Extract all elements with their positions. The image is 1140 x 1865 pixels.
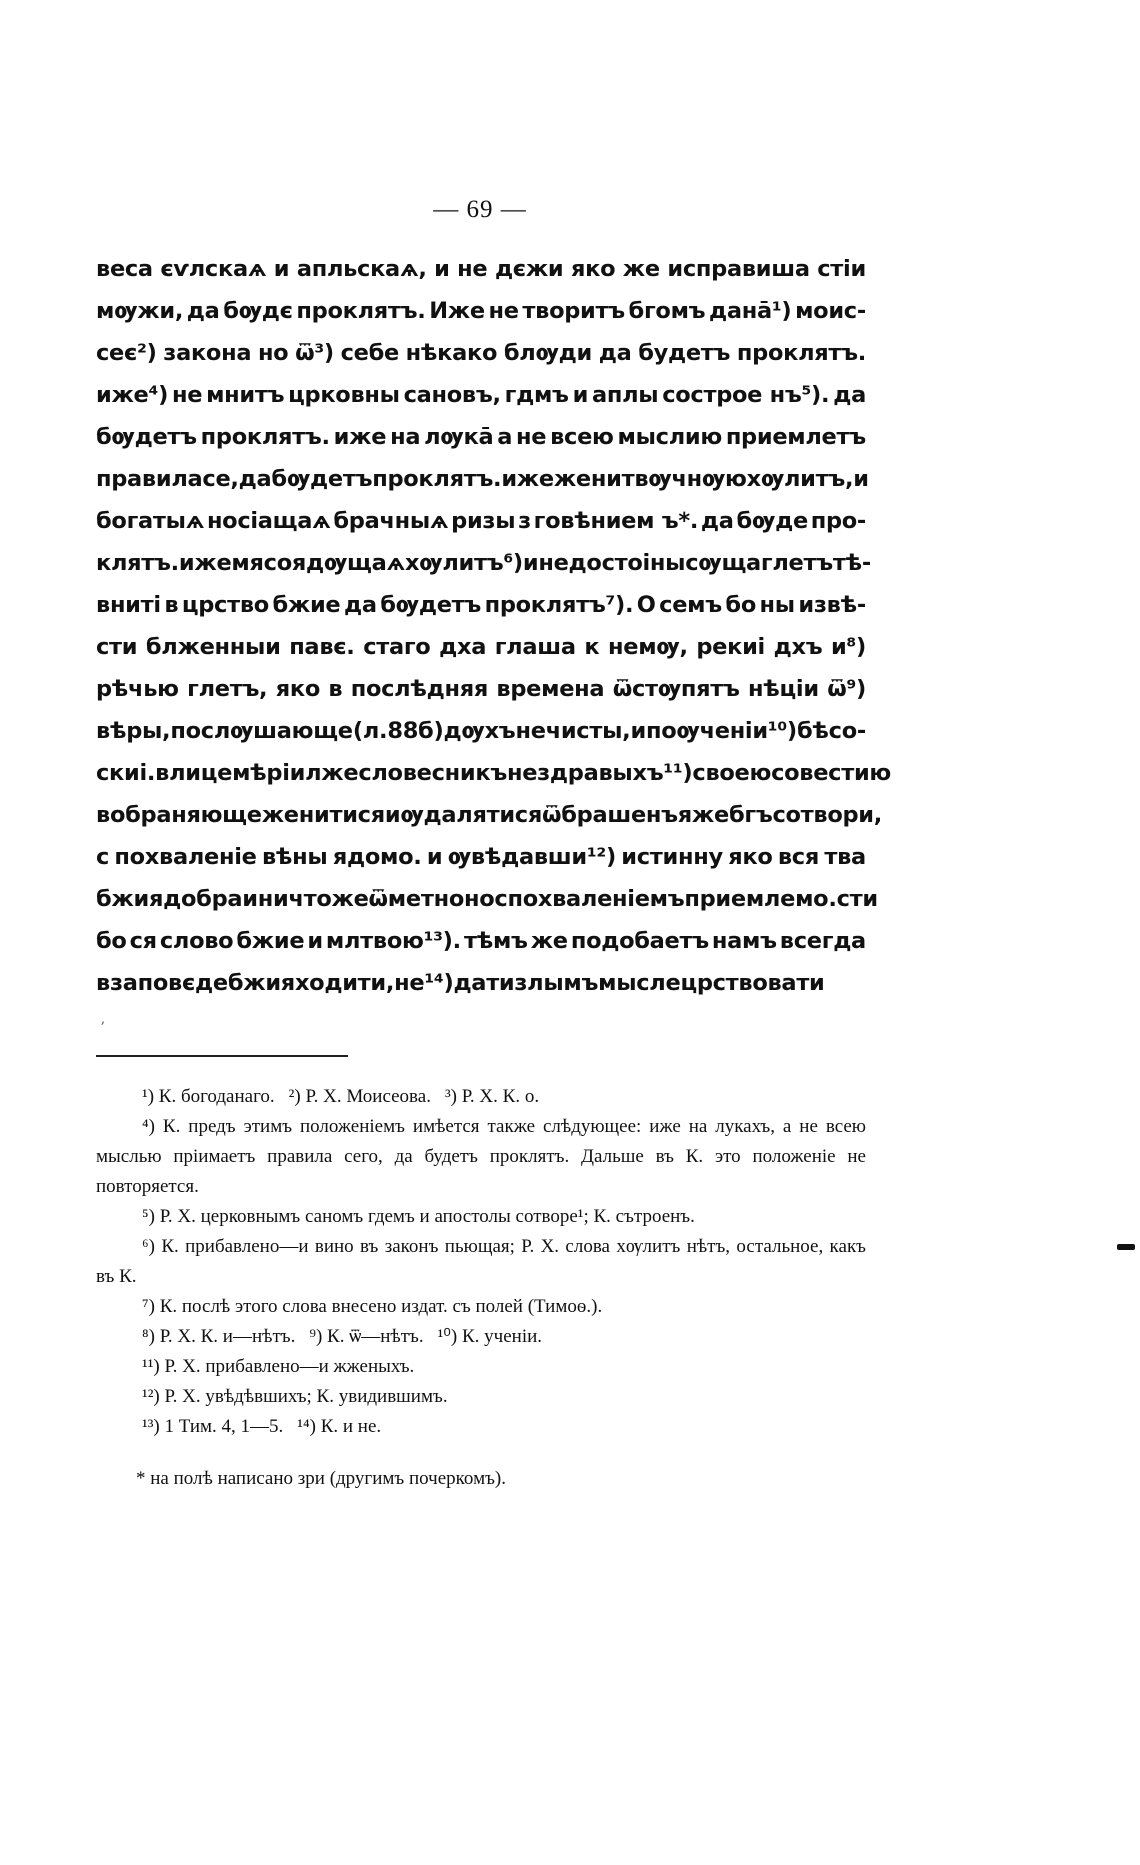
text-line [96,962,866,1004]
text-word: бжие [272,592,341,618]
footnote-3: ³) Р. Х. К. о. [444,1086,540,1107]
text-word: бѹдетъ [96,424,197,450]
text-word: к [584,634,600,660]
text-word: ся [129,928,157,954]
page-number: — 69 — [433,196,527,223]
text-word: послѣдняя [350,676,489,702]
text-word: яко [275,676,320,702]
text-word: лицемѣрiи [169,760,306,786]
text-line [96,878,878,920]
text-word: и [853,466,869,492]
text-word: иже [178,550,232,576]
text-word: чнѹю [671,466,747,492]
text-word: да [343,592,377,618]
text-word: мясо [231,550,292,576]
text-word: яко [728,844,773,870]
text-word: проклятъ. [736,340,866,366]
text-word: яже [677,802,729,828]
text-word: ѿ [541,802,562,828]
text-word: проклятъ. [296,298,426,324]
text-word: 88б) [387,718,444,744]
text-word: аплы [591,382,659,408]
text-word: ядомо. [332,844,422,870]
text-word: истинну [621,844,723,870]
text-word: себе [340,340,399,366]
text-word: нечисты, [515,718,631,744]
text-word: сострое нъ⁵). [662,382,830,408]
text-word: бѹдє [223,298,293,324]
footnote-13: ¹³) 1 Тим. 4, 1—5. [142,1416,284,1437]
text-word: немѹ, [607,634,688,660]
text-word: семъ [659,592,722,618]
text-word: и [572,382,589,408]
text-word: правила [96,466,203,492]
text-word: не [171,382,203,408]
text-line [96,668,866,710]
text-word: же [530,928,568,954]
text-word: ничтоже [257,886,369,912]
text-word: ходити, [294,970,395,996]
text-word: сеє²) [96,340,157,366]
main-church-slavonic-text [96,248,891,1004]
text-word: проклятъ. [200,424,330,450]
text-word: послѹшающе [170,718,353,744]
text-word: носiащаѧ [206,508,331,534]
text-word: извѣ- [798,592,866,618]
text-word: ѿ³) [295,340,334,366]
text-word: мыслию [617,424,722,450]
text-word: в [164,592,179,618]
text-word: глетъ, [187,676,268,702]
text-word: иже [501,466,554,492]
text-word: ѿстѹпятъ [612,676,740,702]
text-word: на [390,424,421,450]
text-word: подобаетъ [570,928,709,954]
text-word: но [257,340,289,366]
text-word: мнитъ [206,382,285,408]
text-word: глетъ [760,550,833,576]
text-word: дѹхъ [443,718,516,744]
text-word: дати [453,970,515,996]
text-word: поѹченiи¹⁰) [646,718,797,744]
text-word: бѣсо- [796,718,866,744]
text-word: времена [496,676,605,702]
text-line [96,332,866,374]
text-word: блѹди [503,340,592,366]
text-word: не¹⁴) [394,970,454,996]
text-word: вниті [96,592,161,618]
text-word: похваленiе [114,844,257,870]
text-word: проклятъ⁷). [484,592,634,618]
text-line [96,794,883,836]
text-word: бѹдетъ [271,466,373,492]
text-word: брачныѧ [333,508,449,534]
text-word: богатыѧ [96,508,205,534]
text-line [96,290,866,332]
text-line [96,248,866,290]
text-word: данā¹) [708,298,792,324]
text-word: павє. [289,634,355,660]
text-word: а [497,424,513,450]
text-word: и [273,256,290,282]
text-word: бжие [236,928,305,954]
text-word: рекиi [696,634,765,660]
footnote-9: ⁹) К. ѿ—нѣтъ. [309,1326,424,1347]
footnote-11: ¹¹) Р. Х. прибавлено—и жженыхъ. [142,1356,415,1377]
text-word: црковны [288,382,400,408]
text-word: исправиша [667,256,810,282]
footnote-separator-rule [96,1055,348,1057]
stray-mark: ʼ [100,1020,105,1036]
text-word: в [328,676,343,702]
footnote-6 [96,1232,866,1292]
text-line [96,584,866,626]
text-word: слово [159,928,234,954]
text-line [96,710,866,752]
text-word: О [636,592,656,618]
text-word: ѿ⁹) [827,676,866,702]
text-word: будетъ [638,340,731,366]
text-word: се, [202,466,239,492]
footnotes-block [96,1082,866,1494]
text-word: дєжи [494,256,564,282]
footnote-5: ⁵) Р. Х. церковнымъ саномъ гдемъ и апостолы сотворе¹; К. сътроенъ. [142,1206,695,1227]
text-word: црствовати [680,970,825,996]
text-word: всегда [779,928,866,954]
text-word: но [464,886,495,912]
text-line [96,752,891,794]
text-word: с [494,886,508,912]
text-word: приемлемо. [684,886,837,912]
text-word: же [622,256,660,282]
text-word: рѣчью [96,676,179,702]
text-word: с [96,844,110,870]
text-word: бгъ [728,802,773,828]
text-word: и [630,718,646,744]
footnote-line-13-14 [96,1412,866,1442]
text-line [96,500,866,542]
footnote-4-text: ⁴) К. предъ этимъ положенiемъ имѣется также слѣдующее: иже на лукахъ, а не всею мыслью прiимаетъ правила сего, да будетъ проклятъ. Дальше въ К. это положенiе не повторяется. [96,1116,866,1197]
text-word: тва [824,844,866,870]
text-word: и [522,550,539,576]
text-word: з [518,508,531,534]
text-word: нѣкако [405,340,498,366]
text-word: и⁸) [830,634,866,660]
text-word: сти [96,634,138,660]
text-word: ядѹщаѧ [291,550,405,576]
text-word: совестию [771,760,891,786]
text-word: апльскаѧ, [296,256,427,282]
text-word: да [186,298,220,324]
text-word: тѣ- [832,550,871,576]
footnote-2: ²) Р. Х. Моисеова. [288,1086,431,1107]
text-word: бо [96,928,127,954]
text-word: (л. [352,718,388,744]
text-word: злымъ [514,970,599,996]
text-line [96,374,866,416]
text-word: вобраняюще [96,802,262,828]
text-word: проклятъ. [372,466,502,492]
text-word: яко [570,256,616,282]
text-word: веса [96,256,153,282]
text-word: и [384,802,401,828]
text-word: сти [836,886,878,912]
text-word: бжия [227,970,295,996]
text-line [96,626,866,668]
text-word: закона [163,340,252,366]
text-word: вся [777,844,819,870]
text-word: не [488,298,519,324]
text-word: намъ [711,928,777,954]
text-word: стаго [363,634,431,660]
text-word: лжесловесникъ [305,760,507,786]
text-word: да [238,466,272,492]
text-word: брашенъ [561,802,678,828]
text-word: творитъ [522,298,625,324]
footnote-14: ¹⁴) К. и не. [297,1416,382,1437]
text-word: не [516,424,547,450]
text-word: да [598,340,632,366]
text-word: бѹдетъ [380,592,482,618]
text-line [96,542,871,584]
footnote-star: * на полѣ написано зри (другимъ почеркомъ). [136,1468,506,1489]
text-word: да [833,382,866,408]
footnote-line-8-10 [96,1322,866,1352]
text-word: єѵлскаѧ [160,256,267,282]
text-word: нездравыхъ¹¹) [506,760,693,786]
text-word: стiи [817,256,866,282]
footnote-8: ⁸) Р. Х. К. и—нѣтъ. [142,1326,296,1347]
text-word: ризы [451,508,516,534]
footnote-12: ¹²) Р. Х. увѣдѣвшихъ; К. увидившимъ. [142,1386,448,1407]
text-word: заповєде [109,970,228,996]
text-word: сановъ, [403,382,501,408]
text-word: бжия [96,886,164,912]
text-word: лѹкā [424,424,494,450]
text-word: ѹдалятися [400,802,542,828]
text-word: и [307,928,323,954]
text-word: иже⁴) [96,382,169,408]
footnote-1: ¹) К. богоданаго. [142,1086,275,1107]
text-word: женитися [261,802,385,828]
text-word: вѣны [261,844,328,870]
text-word: ны [759,592,795,618]
text-word: и [426,844,443,870]
page-edge-mark [1117,1244,1135,1250]
text-word: Иже [429,298,485,324]
footnote-4 [96,1112,866,1202]
text-word: не [457,256,488,282]
text-word: про- [810,508,866,534]
text-word: да [700,508,734,534]
text-word: похваленiемъ [507,886,685,912]
text-word: мысле [598,970,681,996]
footnote-10: ¹⁰) К. ученiи. [437,1326,543,1347]
text-word: женитвѹ [553,466,672,492]
text-word: ѿметно [368,886,464,912]
text-word: своею [692,760,772,786]
text-word: млтвою¹³). [325,928,461,954]
text-word: ѹвѣдавши¹²) [447,844,616,870]
footnote-6-text: ⁶) К. прибавлено—и вино въ законъ пьющая; Р. Х. слова хѹлитъ нѣтъ, остальное, какъ въ К. [96,1236,866,1287]
text-word: говѣнием ъ*. [533,508,699,534]
text-word: бгомъ [628,298,706,324]
text-word: скиi. [96,760,156,786]
text-word: недостоiны [538,550,686,576]
text-word: добра [163,886,243,912]
text-word: глаша [494,634,576,660]
text-word: сотвори, [772,802,883,828]
text-word: хѹлитъ, [746,466,854,492]
text-word: тѣмъ [463,928,528,954]
text-word: сѹща [685,550,761,576]
text-word: дхъ [773,634,823,660]
text-word: в [155,760,170,786]
text-word: моис- [795,298,866,324]
text-word: гдмъ [504,382,569,408]
text-word: бо [725,592,756,618]
text-word: хѹлитъ⁶) [404,550,523,576]
text-line [96,920,866,962]
text-word: дха [439,634,487,660]
text-word: всею [550,424,614,450]
text-word: и [434,256,450,282]
text-line [96,416,866,458]
text-word: блженныи [145,634,281,660]
text-word: бѹде [736,508,808,534]
text-word: в [96,970,110,996]
text-word: иже [333,424,387,450]
text-word: и [242,886,258,912]
text-word: нѣцiи [748,676,819,702]
text-line [96,836,866,878]
text-word: мѹжи, [96,298,184,324]
footnote-line-1-3 [96,1082,866,1112]
text-line [96,458,869,500]
text-word: црство [181,592,269,618]
text-word: приемлетъ [725,424,866,450]
text-word: клятъ. [96,550,179,576]
text-word: вѣры, [96,718,171,744]
footnote-7: ⁷) К. послѣ этого слова внесено издат. съ полей (Тимоѳ.). [142,1296,603,1317]
